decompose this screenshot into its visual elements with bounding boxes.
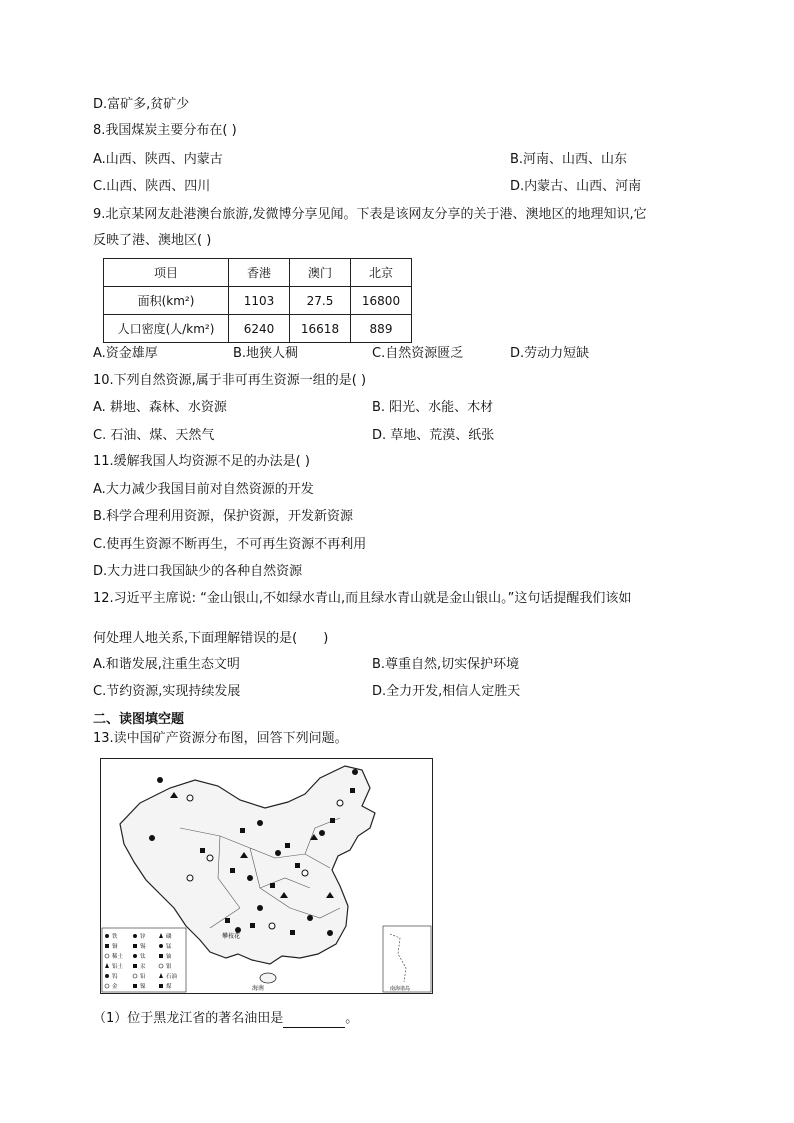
- q11-option-d: D.大力进口我国缺少的各种自然资源: [93, 564, 303, 579]
- svg-text:锡: 锡: [140, 944, 146, 950]
- question-13-1-end: 。: [345, 1011, 359, 1026]
- q8-option-d: D.内蒙古、山西、河南: [510, 179, 642, 194]
- map-label-hainan: 海南: [252, 985, 265, 992]
- q9-option-a: A.资金雄厚: [93, 346, 158, 361]
- china-mineral-map: [100, 758, 433, 994]
- table-header-cell: 澳门: [290, 259, 351, 287]
- section-2-heading: 二、读图填空题: [93, 712, 185, 727]
- q10-option-b: B. 阳光、水能、木材: [372, 400, 494, 415]
- q10-option-d: D. 草地、荒漠、纸张: [372, 428, 495, 443]
- svg-text:铁: 铁: [112, 934, 118, 940]
- table-header-cell: 北京: [351, 259, 412, 287]
- question-9-line2: 反映了港、澳地区( ): [93, 233, 212, 248]
- table-cell: 16618: [290, 315, 351, 343]
- q8-option-c: C.山西、陕西、四川: [93, 179, 211, 194]
- svg-text:铅: 铅: [140, 974, 146, 980]
- map-label-panzhihua: 攀枝花: [222, 933, 241, 940]
- svg-text:镍: 镍: [140, 984, 146, 990]
- table-header-cell: 项目: [104, 259, 229, 287]
- south-china-sea-inset: [383, 926, 431, 992]
- q12-option-b: B.尊重自然,切实保护环境: [372, 657, 520, 672]
- question-10: 10.下列自然资源,属于非可再生资源一组的是( ): [93, 373, 367, 388]
- svg-text:铜: 铜: [112, 944, 118, 950]
- table-header-cell: 香港: [229, 259, 290, 287]
- table-cell: 6240: [229, 315, 290, 343]
- q11-option-b: B.科学合理利用资源，保护资源，开发新资源: [93, 509, 354, 524]
- q11-option-a: A.大力减少我国目前对自然资源的开发: [93, 482, 314, 497]
- q9-option-d: D.劳动力短缺: [510, 346, 590, 361]
- hainan-island: [260, 973, 276, 983]
- svg-text:煤: 煤: [166, 984, 172, 990]
- q12-option-a: A.和谐发展,注重生态文明: [93, 657, 240, 672]
- option-d-rich-ore: D.富矿多,贫矿少: [93, 97, 190, 112]
- question-12-line2: 何处理人地关系,下面理解错误的是( ): [93, 631, 329, 646]
- svg-text:汞: 汞: [140, 964, 146, 970]
- table-header-row: [104, 259, 412, 287]
- svg-text:磷: 磷: [166, 934, 172, 940]
- table-cell: 人口密度(人/km²): [104, 315, 229, 343]
- q11-option-c: C.使再生资源不断再生，不可再生资源不再利用: [93, 537, 367, 552]
- answer-blank[interactable]: [283, 1013, 345, 1028]
- table-row: [104, 315, 412, 343]
- table-cell: 889: [351, 315, 412, 343]
- svg-text:钛: 钛: [140, 954, 146, 960]
- table-cell: 27.5: [290, 287, 351, 315]
- question-8: 8.我国煤炭主要分布在( ): [93, 123, 237, 138]
- svg-text:锌: 锌: [140, 934, 146, 940]
- svg-text:稀土: 稀土: [112, 954, 124, 960]
- q9-option-c: C.自然资源匮乏: [372, 346, 464, 361]
- question-13: 13.读中国矿产资源分布图，回答下列问题。: [93, 731, 348, 746]
- q10-option-a: A. 耕地、森林、水资源: [93, 400, 227, 415]
- q9-option-b: B.地狭人稠: [233, 346, 299, 361]
- q12-option-c: C.节约资源,实现持续发展: [93, 684, 241, 699]
- q12-option-d: D.全力开发,相信人定胜天: [372, 684, 521, 699]
- question-9-line1: 9.北京某网友赴港澳台旅游,发微博分享见闻。下表是该网友分享的关于港、澳地区的地理知识,它: [93, 207, 647, 222]
- table-row: [104, 287, 412, 315]
- svg-text:铀: 铀: [166, 954, 172, 960]
- question-12-line1: 12.习近平主席说: “金山银山,不如绿水青山,而且绿水青山就是金山银山。”这句话提醒我们该如: [93, 591, 632, 606]
- hk-macau-table: [103, 258, 412, 343]
- svg-text:锰: 锰: [166, 944, 172, 950]
- question-13-1: [93, 1010, 358, 1028]
- table-cell: 16800: [351, 287, 412, 315]
- q8-option-a: A.山西、陕西、内蒙古: [93, 152, 223, 167]
- table-cell: 1103: [229, 287, 290, 315]
- question-13-1-text: （1）位于黑龙江省的著名油田是: [93, 1011, 284, 1026]
- svg-text:钨: 钨: [112, 974, 118, 980]
- q8-option-b: B.河南、山西、山东: [510, 152, 628, 167]
- svg-text:铝土: 铝土: [112, 964, 124, 970]
- inset-label: 南海诸岛: [390, 986, 411, 992]
- question-11: 11.缓解我国人均资源不足的办法是( ): [93, 454, 310, 469]
- q10-option-c: C. 石油、煤、天然气: [93, 428, 215, 443]
- map-legend: [102, 928, 186, 992]
- svg-text:金: 金: [112, 984, 118, 990]
- svg-text:银: 银: [166, 964, 172, 970]
- table-cell: 面积(km²): [104, 287, 229, 315]
- svg-text:石油: 石油: [166, 974, 178, 980]
